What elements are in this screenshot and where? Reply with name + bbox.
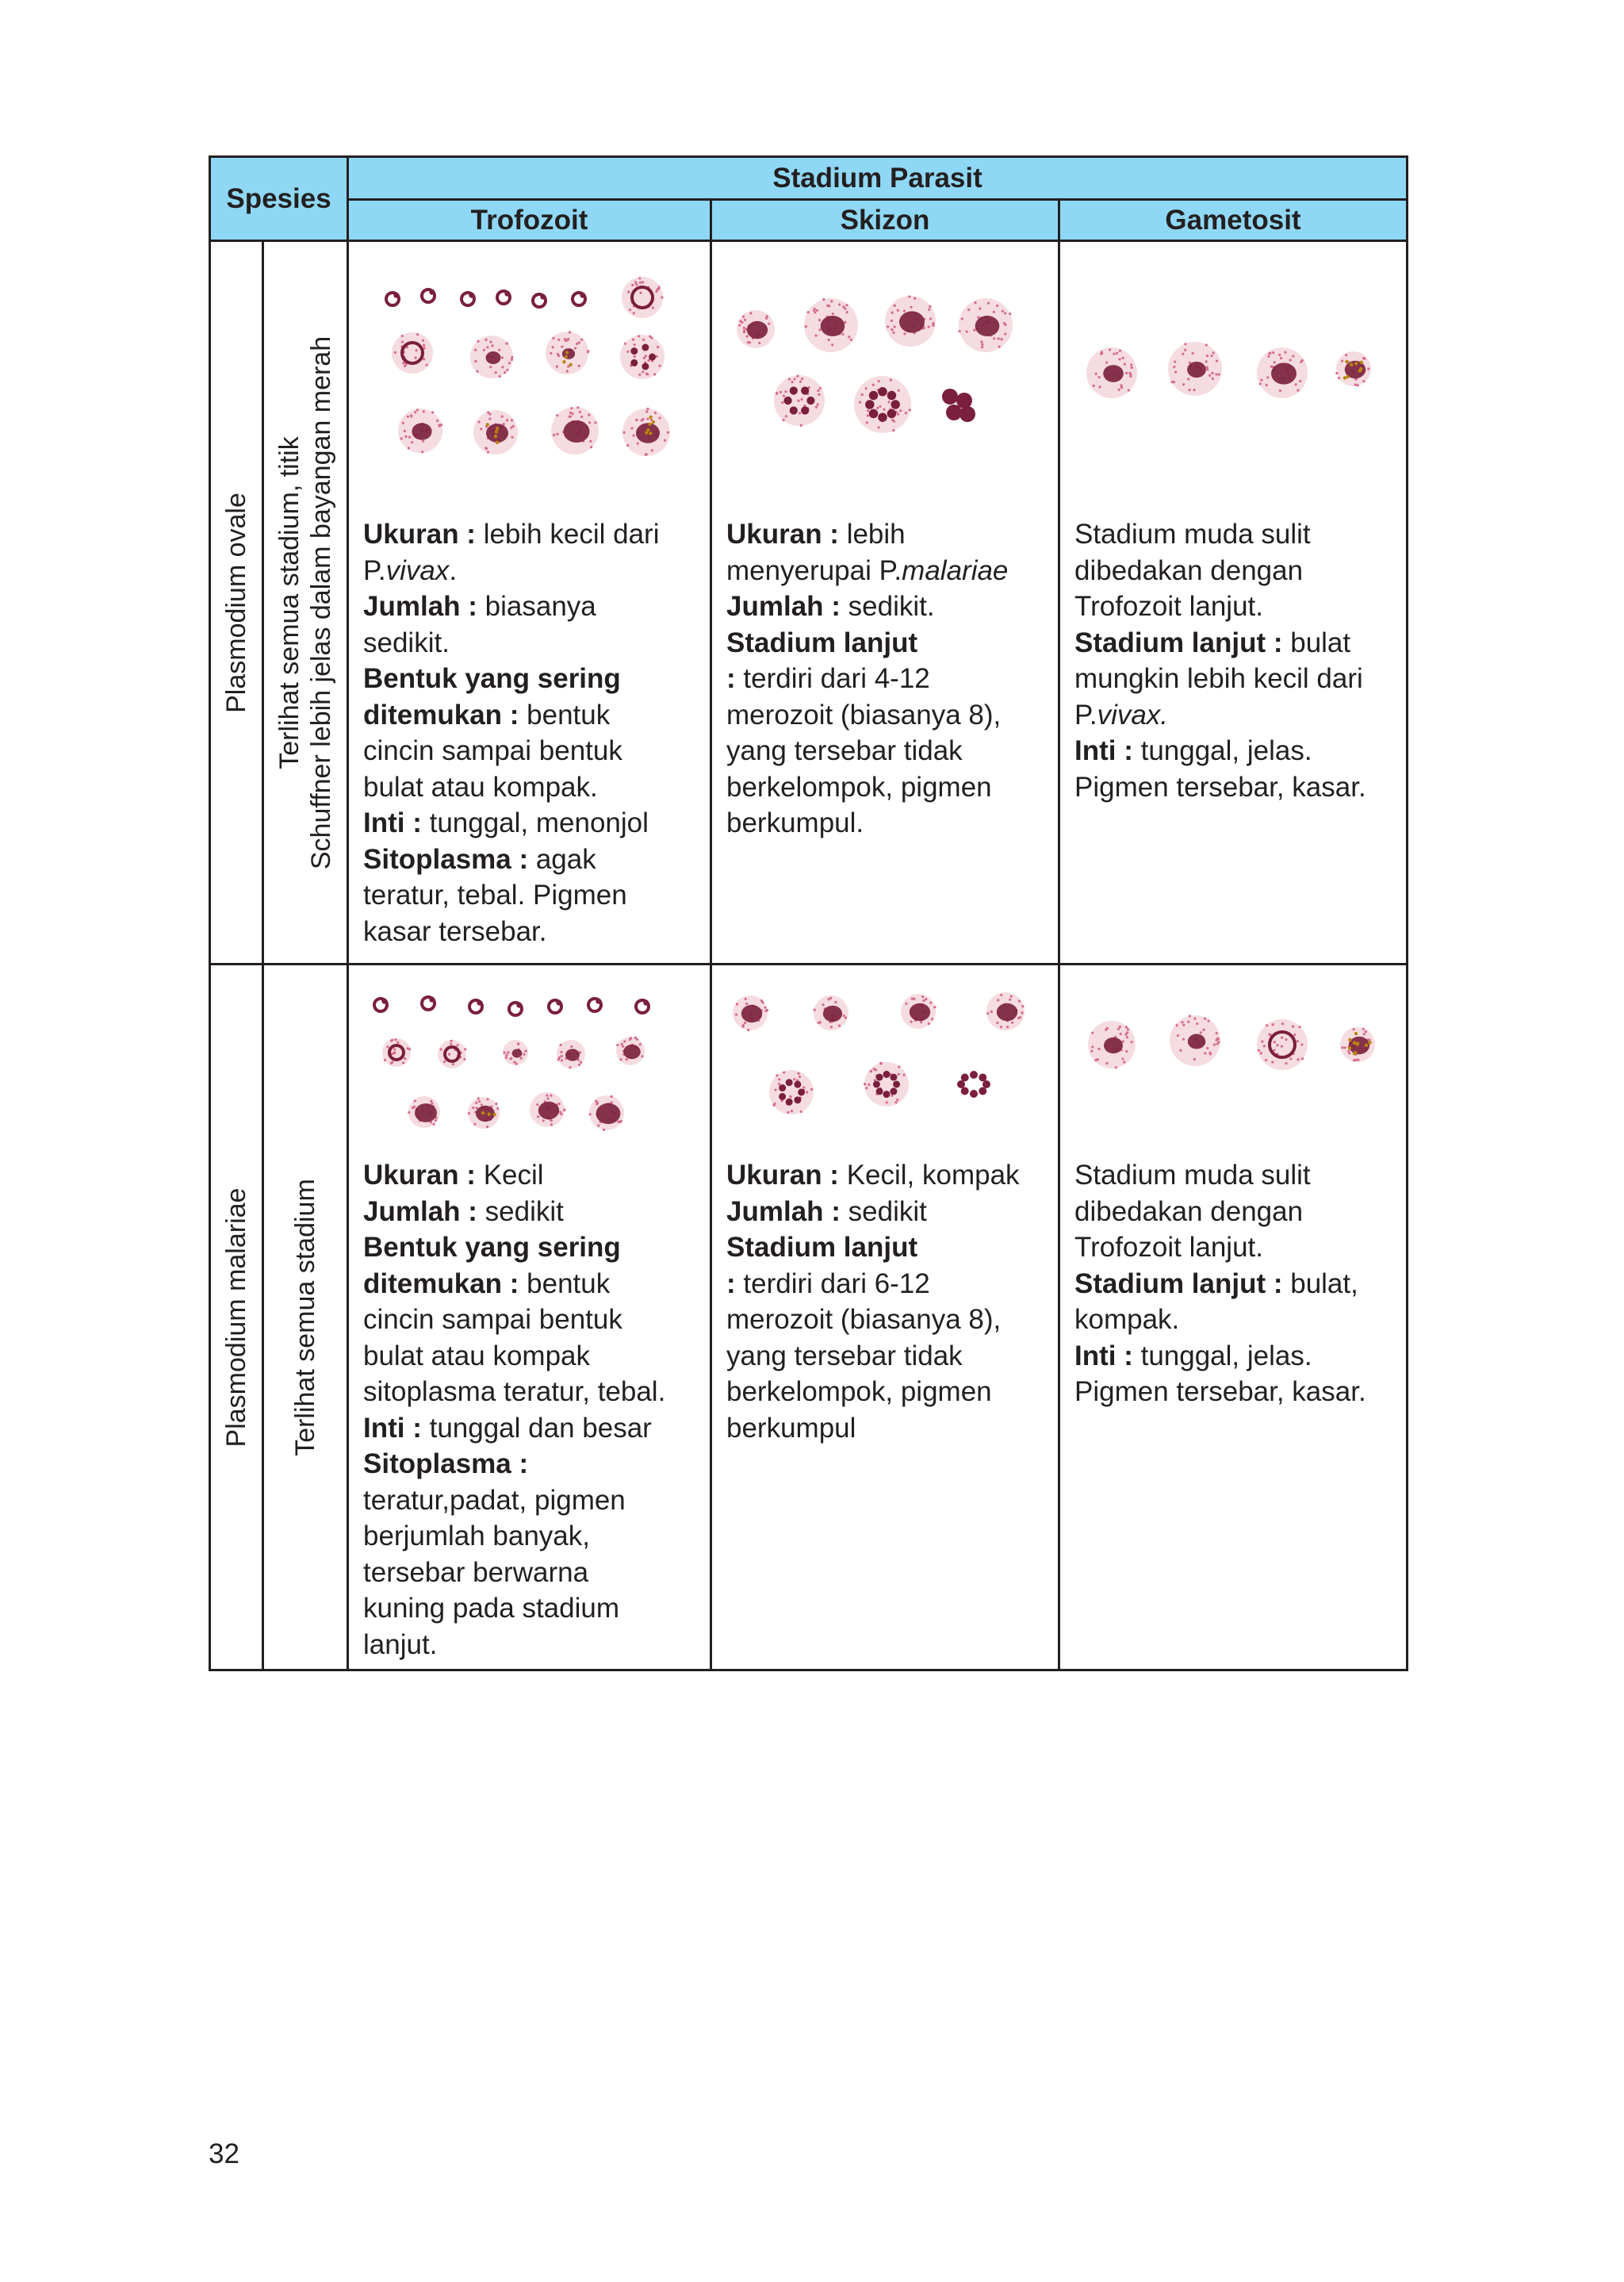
description-line <box>363 661 695 697</box>
description-text: terdiri dari 4-12 <box>735 663 930 694</box>
blood-cell-icon <box>408 1096 440 1128</box>
species-cell <box>210 965 263 1670</box>
trophozoite-illustration <box>349 965 710 1157</box>
description-text: Stadium muda sulit <box>1074 519 1311 550</box>
blood-cell-icon <box>901 994 936 1029</box>
row-malariae <box>210 965 1408 1670</box>
description-text: bentuk <box>519 1268 611 1299</box>
blood-cell-icon <box>1088 1021 1136 1068</box>
description-text: berjumlah banyak, <box>363 1521 590 1551</box>
gametosit-cell <box>1059 965 1408 1670</box>
ring-form-icon <box>374 999 387 1011</box>
ring-form-icon <box>469 1000 482 1013</box>
description-label: Inti : <box>1074 735 1133 766</box>
description-line <box>1074 553 1392 589</box>
trofozoit-cell <box>348 965 711 1670</box>
description-line <box>726 1302 1044 1338</box>
description-line <box>1074 1266 1392 1302</box>
description-line <box>363 1446 695 1482</box>
page-number: 32 <box>209 2138 239 2169</box>
description-text: berkumpul <box>726 1412 856 1444</box>
schizont-illustration <box>712 965 1058 1157</box>
description-line <box>726 1194 1044 1230</box>
description-label: Stadium lanjut <box>726 627 918 658</box>
description-text: Kecil <box>475 1160 544 1191</box>
blood-cell-icon <box>622 277 664 318</box>
description-line <box>726 1338 1044 1375</box>
trofozoit-cell <box>348 241 711 965</box>
ring-form-icon <box>386 293 399 305</box>
description-line <box>363 733 695 769</box>
description-label: Jumlah : <box>363 591 477 622</box>
blood-cell-icon <box>1335 351 1371 386</box>
description-text: sedikit <box>840 1195 927 1227</box>
description-label: Jumlah : <box>726 1195 841 1227</box>
description-label: Jumlah : <box>363 1195 477 1227</box>
ring-form-icon <box>573 293 585 305</box>
description-text: bentuk <box>519 699 611 731</box>
micrograph-svg <box>349 965 710 1157</box>
description-text: lebih kecil dari <box>475 519 660 550</box>
description <box>349 516 710 956</box>
description-line <box>726 769 1044 806</box>
blood-cell-icon <box>885 295 936 347</box>
description-text: berkelompok, pigmen <box>726 1376 992 1407</box>
description-line <box>726 1157 1044 1194</box>
description-text: bulat <box>1282 627 1351 658</box>
blood-cell-icon <box>1168 342 1222 396</box>
blood-cell-icon <box>392 332 433 374</box>
species-name: Plasmodium ovale <box>221 492 251 713</box>
description-line <box>363 697 695 734</box>
ring-form-icon <box>462 293 474 305</box>
description-label: ditemukan : <box>363 699 519 731</box>
description <box>712 516 1058 848</box>
description-text: merozoit (biasanya 8), <box>726 1304 1002 1335</box>
blood-cell-icon <box>503 1040 528 1065</box>
description-text: P. <box>1074 699 1097 731</box>
blood-cell-icon <box>622 408 670 456</box>
description-line <box>363 553 695 589</box>
description-line <box>726 589 1044 625</box>
description-line <box>1074 1302 1392 1338</box>
description-line <box>726 661 1044 697</box>
merozoite-cluster-icon <box>957 1071 990 1098</box>
description-text: Stadium muda sulit <box>1074 1160 1311 1191</box>
blood-cell-icon <box>1170 1014 1220 1066</box>
description-line <box>363 842 695 878</box>
micrograph-svg <box>1060 965 1406 1157</box>
description-line <box>363 625 695 662</box>
micrograph-svg <box>712 242 1058 516</box>
description-line <box>726 1266 1044 1302</box>
description-line <box>1074 589 1392 625</box>
description-text: sedikit. <box>363 627 450 658</box>
description-label: Sitoplasma : <box>363 1448 529 1479</box>
ring-form-icon <box>422 997 435 1010</box>
description-text: P. <box>363 554 386 586</box>
species-note-line: Schuffner lebih jelas dalam bayangan merah <box>306 336 336 869</box>
description-line <box>1074 661 1392 697</box>
description-line <box>726 516 1044 553</box>
description-text: yang tersebar tidak <box>726 735 963 766</box>
blood-cell-icon <box>588 1095 624 1131</box>
micrograph-svg <box>349 242 710 516</box>
row-ovale <box>210 241 1408 965</box>
description-line <box>1074 697 1392 734</box>
description-text: kuning pada stadium <box>363 1593 619 1624</box>
description-text: dibedakan dengan <box>1074 1195 1304 1227</box>
description-label: Inti : <box>363 807 422 838</box>
description-line <box>363 1518 695 1555</box>
blood-cell-icon <box>769 1070 814 1114</box>
species-note-line: Terlihat semua stadium <box>290 1178 320 1456</box>
description-line <box>363 1157 695 1194</box>
description-text: tunggal, jelas. <box>1132 735 1312 766</box>
blood-cell-icon <box>468 1097 500 1129</box>
description-label: ditemukan : <box>363 1268 519 1299</box>
species-header: Spesies <box>210 157 348 241</box>
description-line <box>726 733 1044 769</box>
description-text: sedikit. <box>840 591 935 622</box>
micrograph-svg <box>1060 242 1406 516</box>
description-line <box>1074 1194 1392 1230</box>
blood-cell-icon <box>557 1040 585 1068</box>
description <box>349 1157 710 1669</box>
species-cell <box>210 241 263 965</box>
species-note-line: Terlihat semua stadium, titik <box>274 435 304 769</box>
blood-cell-icon <box>473 410 518 454</box>
description-line <box>726 1410 1044 1447</box>
description-text: mungkin lebih kecil dari <box>1074 663 1363 694</box>
blood-cell-icon <box>864 1062 909 1106</box>
description-text: Kecil, kompak <box>838 1160 1020 1191</box>
blood-cell-icon <box>438 1040 466 1068</box>
note-cell <box>263 241 348 965</box>
description-label: Ukuran : <box>363 519 476 550</box>
description-label: Ukuran : <box>726 1160 839 1191</box>
blood-cell-icon <box>854 376 911 433</box>
description-label: Stadium lanjut : <box>1074 1268 1283 1299</box>
description-text: agak <box>528 843 596 875</box>
description-text: tunggal, menonjol <box>421 807 649 838</box>
description-line <box>363 1482 695 1519</box>
description-text: Pigmen tersebar, kasar. <box>1074 771 1366 803</box>
description-line <box>1074 1229 1392 1266</box>
gametocyte-illustration <box>1060 965 1406 1157</box>
ring-form-icon <box>509 1003 522 1015</box>
description-text: cincin sampai bentuk <box>363 1304 622 1335</box>
gametocyte-illustration <box>1060 242 1406 516</box>
description-label: Ukuran : <box>363 1160 476 1191</box>
description-line <box>1074 1157 1392 1194</box>
plasmodium-table <box>209 155 1408 1671</box>
description-line <box>363 1302 695 1338</box>
blood-cell-icon <box>616 1037 645 1065</box>
description-line <box>363 516 695 553</box>
blood-cell-icon <box>774 375 825 427</box>
schizont-illustration <box>712 242 1058 516</box>
description-line <box>363 877 695 914</box>
blood-cell-icon <box>986 992 1025 1030</box>
description-text: Trofozoit lanjut. <box>1074 591 1263 622</box>
description-line <box>1074 625 1392 662</box>
description-text: kasar tersebar. <box>363 915 547 947</box>
blood-cell-icon <box>551 406 599 454</box>
description-line <box>726 553 1044 589</box>
description-label: Inti : <box>1074 1340 1133 1371</box>
description-text: teratur,padat, pigmen <box>363 1484 626 1516</box>
description-line <box>726 625 1044 662</box>
description-line <box>726 1374 1044 1410</box>
description-label: Ukuran : <box>726 519 839 550</box>
description-line <box>363 1410 695 1447</box>
description-line <box>726 697 1044 734</box>
description-text: malariae <box>902 554 1009 586</box>
description-text: vivax. <box>1097 699 1169 731</box>
blood-cell-icon <box>620 335 665 379</box>
blood-cell-icon <box>1340 1027 1375 1062</box>
stage-group-header: Stadium Parasit <box>348 157 1408 200</box>
description-line <box>363 1555 695 1591</box>
description <box>1060 1157 1406 1417</box>
gametosit-cell <box>1059 241 1408 965</box>
description-text: merozoit (biasanya 8), <box>726 699 1002 731</box>
ring-form-icon <box>422 290 435 302</box>
description-line <box>726 1229 1044 1266</box>
ring-form-icon <box>497 291 510 304</box>
description-text: tunggal dan besar <box>421 1412 652 1444</box>
description-text: bulat atau kompak. <box>363 771 598 803</box>
description-line <box>363 1229 695 1266</box>
description-label: Sitoplasma : <box>363 843 529 875</box>
blood-cell-icon <box>382 1038 411 1067</box>
description-line <box>1074 516 1392 553</box>
description-text: Pigmen tersebar, kasar. <box>1074 1376 1366 1407</box>
description-line <box>1074 733 1392 769</box>
description-line <box>363 805 695 842</box>
description-text: cincin sampai bentuk <box>363 735 622 766</box>
description-text: vivax <box>385 554 450 586</box>
merozoite-cluster-icon <box>942 389 975 422</box>
ring-form-icon <box>588 999 601 1011</box>
description <box>1060 516 1406 811</box>
ring-form-icon <box>549 1000 561 1013</box>
description-text: . <box>449 554 458 586</box>
blood-cell-icon <box>733 995 768 1031</box>
description-text: terdiri dari 6-12 <box>735 1268 930 1299</box>
description <box>712 1157 1058 1452</box>
description-label: Bentuk yang sering <box>363 663 621 694</box>
stage-header-trofozoit: Trofozoit <box>348 200 711 241</box>
blood-cell-icon <box>546 331 589 374</box>
blood-cell-icon <box>804 298 858 352</box>
description-label: Stadium lanjut : <box>1074 627 1283 658</box>
description-line <box>1074 1338 1392 1375</box>
description-label: : <box>726 1268 736 1299</box>
description-label: : <box>726 663 736 694</box>
blood-cell-icon <box>1086 347 1137 398</box>
description-line <box>726 805 1044 842</box>
species-name: Plasmodium malariae <box>221 1187 251 1447</box>
description-text: tunggal, jelas. <box>1132 1340 1312 1371</box>
description-label: Bentuk yang sering <box>363 1232 621 1263</box>
description-line <box>363 1194 695 1230</box>
description-text: sitoplasma teratur, tebal. <box>363 1376 666 1407</box>
description-text: yang tersebar tidak <box>726 1340 963 1371</box>
micrograph-svg <box>712 965 1058 1157</box>
blood-cell-icon <box>737 310 775 348</box>
description-text: berkelompok, pigmen <box>726 771 992 803</box>
description-text: sedikit <box>477 1195 564 1227</box>
description-text: bulat, <box>1282 1268 1358 1299</box>
blood-cell-icon <box>470 336 513 378</box>
blood-cell-icon <box>1257 1019 1308 1070</box>
description-text: berkumpul. <box>726 807 864 838</box>
description-text: lebih <box>838 519 906 550</box>
description-line <box>363 769 695 806</box>
description-label: Inti : <box>363 1412 422 1444</box>
description-line <box>363 1374 695 1410</box>
description-line <box>363 1266 695 1302</box>
description-label: Stadium lanjut <box>726 1232 918 1263</box>
description-text: dibedakan dengan <box>1074 554 1304 586</box>
description-text: kompak. <box>1074 1304 1180 1335</box>
blood-cell-icon <box>530 1092 566 1127</box>
description-text: lanjut. <box>363 1628 438 1660</box>
description-line <box>363 1338 695 1375</box>
skizon-cell <box>711 241 1059 965</box>
description-label: Jumlah : <box>726 591 841 622</box>
description-line <box>363 914 695 950</box>
description-text: tersebar berwarna <box>363 1556 589 1588</box>
blood-cell-icon <box>959 298 1013 352</box>
stage-header-gametosit: Gametosit <box>1059 200 1408 241</box>
note-cell <box>263 965 348 1670</box>
description-line <box>363 1627 695 1663</box>
description-text: biasanya <box>477 591 596 622</box>
description-text: teratur, tebal. Pigmen <box>363 880 627 911</box>
trophozoite-illustration <box>349 242 710 516</box>
description-text: Trofozoit lanjut. <box>1074 1232 1263 1263</box>
description-text: bulat atau kompak <box>363 1340 591 1371</box>
description-line <box>1074 1374 1392 1410</box>
stage-header-skizon: Skizon <box>711 200 1059 241</box>
ring-form-icon <box>533 294 546 307</box>
description-text: menyerupai P. <box>726 554 902 586</box>
description-line <box>1074 769 1392 806</box>
description-line <box>363 589 695 625</box>
blood-cell-icon <box>1257 347 1308 398</box>
ring-form-icon <box>636 1000 649 1013</box>
blood-cell-icon <box>398 408 442 453</box>
skizon-cell <box>711 965 1059 1670</box>
description-line <box>363 1590 695 1627</box>
blood-cell-icon <box>814 995 848 1030</box>
